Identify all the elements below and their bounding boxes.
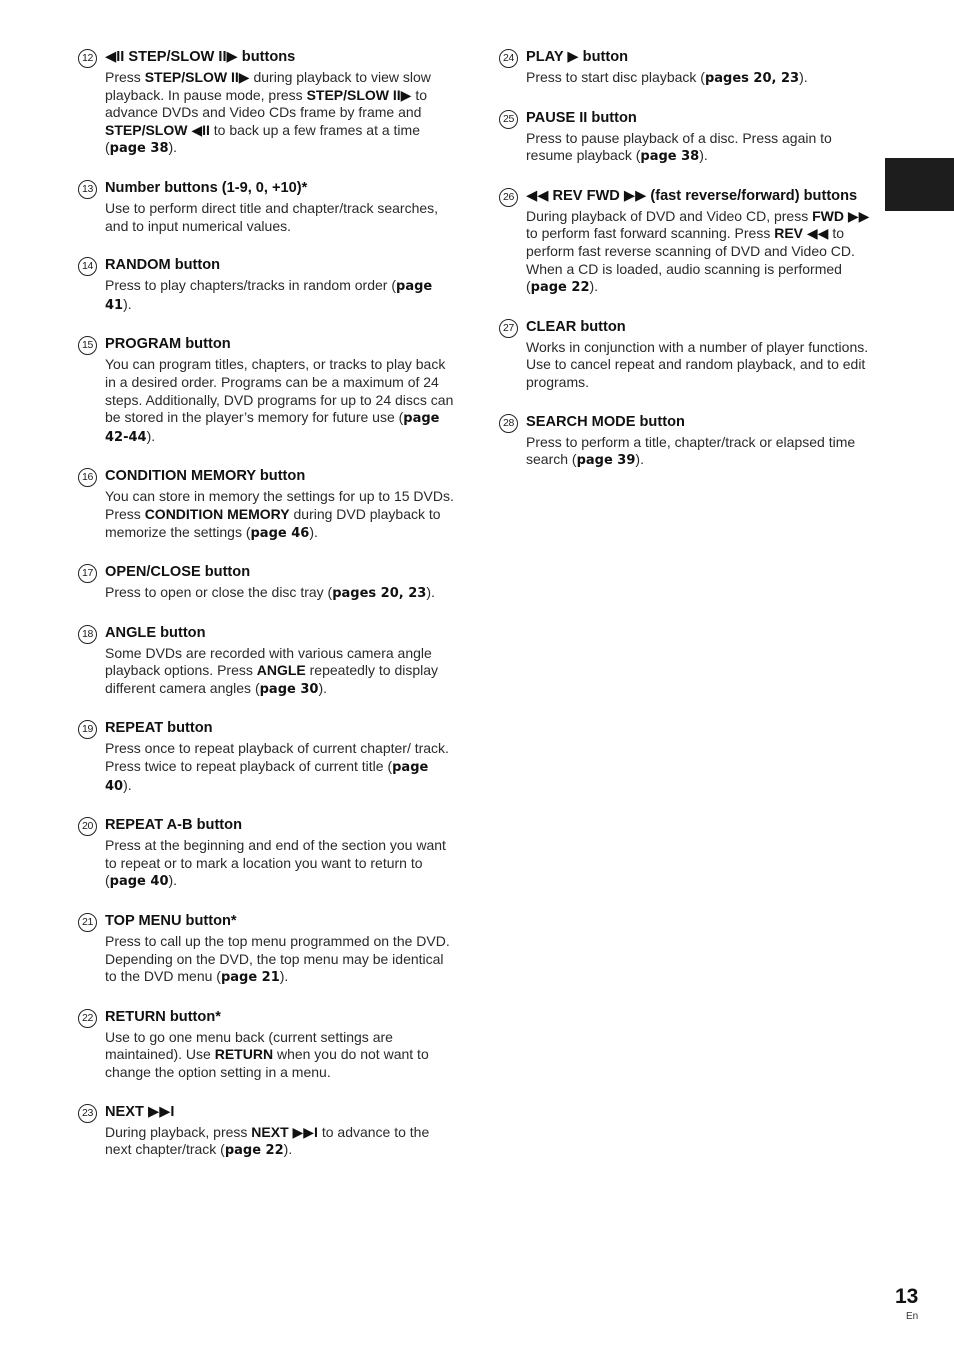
description-text: ). (589, 278, 599, 295)
item-description (105, 1124, 458, 1160)
page-reference: pages 20, 23 (332, 586, 427, 602)
item-heading: CONDITION MEMORY button (105, 468, 306, 485)
bold-term: ANGLE (256, 662, 306, 679)
bold-term: STEP/SLOW II▶ (306, 86, 412, 103)
bold-term: NEXT ▶▶I (251, 1123, 318, 1140)
item-description (105, 488, 458, 542)
description-text: ). (146, 427, 156, 444)
item-heading: PAUSE II button (526, 109, 637, 126)
item-number-badge: 14 (78, 257, 97, 276)
page-language: En (906, 1311, 919, 1322)
description-text: During playback of DVD and Video CD, press (526, 207, 813, 224)
bold-term: REV ◀◀ (774, 225, 829, 242)
description-text: Use to go one menu back (current settings are maintained). Use (105, 1028, 393, 1063)
button-description-item (78, 467, 458, 542)
left-column (78, 48, 458, 1181)
item-description (105, 277, 458, 314)
description-text: Press (105, 69, 145, 85)
button-description-item (78, 48, 458, 158)
page-reference: page 22 (530, 280, 590, 296)
item-heading: NEXT ▶▶I (105, 1103, 175, 1120)
description-text: ). (309, 523, 318, 540)
item-heading: CLEAR button (526, 318, 626, 335)
description-text: Press to start disc playback ( (526, 69, 705, 85)
item-heading: TOP MENU button* (105, 913, 237, 930)
item-description (105, 933, 458, 987)
description-text: Press to call up the top menu programmed on the DVD. Depending on the DVD, the top menu may be identical to the DVD menu ( (105, 933, 450, 985)
button-description-item (78, 1008, 458, 1082)
item-number-badge: 22 (78, 1009, 97, 1028)
description-text: during DVD playback to memorize the settings ( (105, 505, 441, 540)
item-heading: REPEAT button (105, 720, 213, 737)
description-text: ). (318, 679, 327, 696)
description-text: ). (123, 776, 132, 793)
description-text: repeatedly to display different camera angles ( (105, 662, 439, 696)
right-column (499, 48, 877, 491)
description-text: to perform fast reverse scanning of DVD and Video CD. When a CD is loaded, audio scanning is performed ( (526, 225, 855, 295)
description-text: Press to pause playback of a disc. Press again to resume playback ( (526, 129, 832, 164)
button-description-item (78, 1103, 458, 1160)
description-text: ). (123, 295, 132, 312)
bold-term: STEP/SLOW ◀II (105, 121, 210, 138)
page-reference: pages 20, 23 (704, 71, 800, 86)
button-description-item (78, 816, 458, 891)
description-text: During playback, press (105, 1123, 252, 1140)
description-text: ). (799, 69, 808, 85)
button-description-item (78, 563, 458, 603)
description-text: Press to open or close the disc tray ( (105, 584, 333, 601)
item-heading: OPEN/CLOSE button (105, 564, 251, 581)
description-text: You can program titles, chapters, or tracks to play back in a desired order. Programs can be a maximum of 24 steps. Additionally, DVD programs for up to 24 discs can be stored in the player’s memory for future use ( (105, 356, 454, 426)
page-number: 13 (895, 1285, 919, 1308)
item-number-badge: 13 (78, 180, 97, 199)
item-heading: ◀II STEP/SLOW II▶ buttons (105, 49, 296, 65)
item-number-badge: 25 (499, 110, 518, 129)
item-number-badge: 18 (78, 625, 97, 644)
description-text: during playback to view slow playback. In pause mode, press (105, 69, 431, 103)
item-number-badge: 12 (78, 49, 97, 68)
item-number-badge: 16 (78, 468, 97, 487)
description-text: ). (279, 968, 289, 985)
item-number-badge: 21 (78, 913, 97, 932)
button-description-item (78, 335, 458, 446)
page-reference: page 40 (109, 874, 169, 890)
description-text: ). (426, 584, 435, 601)
button-description-item (499, 109, 877, 166)
bold-term: RETURN (214, 1046, 274, 1063)
description-text: Some DVDs are recorded with various camera angle playback options. Press (105, 644, 432, 679)
item-description (526, 434, 877, 470)
description-text: Press once to repeat playback of current chapter/ track. Press twice to repeat playback of current title ( (105, 740, 449, 775)
description-text: ). (699, 147, 708, 164)
item-number-badge: 24 (499, 49, 518, 68)
button-description-item (499, 187, 877, 297)
item-heading: ANGLE button (105, 624, 206, 641)
item-description (105, 69, 458, 158)
page-reference: page 41 (105, 279, 433, 313)
item-description (105, 200, 458, 235)
description-text: ). (283, 1141, 293, 1158)
item-heading: SEARCH MODE button (526, 413, 685, 430)
item-description (526, 69, 877, 88)
button-description-item (78, 719, 458, 795)
page-reference: page 21 (220, 970, 280, 986)
item-number-badge: 15 (78, 336, 97, 355)
button-description-item (499, 318, 877, 392)
item-description (105, 645, 458, 699)
item-number-badge: 19 (78, 720, 97, 739)
description-text: when you do not want to change the option setting in a menu. (105, 1046, 429, 1080)
item-description (105, 356, 458, 446)
description-text: You can store in memory the settings for up to 15 DVDs. Press (105, 488, 454, 522)
item-number-badge: 27 (499, 319, 518, 338)
description-text: Press to perform a title, chapter/track or elapsed time search ( (526, 433, 856, 468)
description-text: ). (168, 139, 178, 156)
page-reference: page 42-44 (105, 411, 440, 445)
item-heading: ◀◀ REV FWD ▶▶ (fast reverse/forward) buttons (526, 187, 858, 204)
page-reference: page 38 (640, 149, 700, 165)
item-description (526, 130, 877, 166)
item-number-badge: 28 (499, 414, 518, 433)
item-heading: REPEAT A-B button (105, 817, 242, 834)
button-description-item (499, 48, 877, 88)
item-heading: PROGRAM button (105, 336, 231, 353)
item-description (105, 1029, 458, 1082)
page-reference: page 22 (224, 1143, 284, 1159)
description-text: Use to perform direct title and chapter/track searches, and to input numerical values. (105, 199, 439, 234)
description-text: to advance DVDs and Video CDs frame by frame and (105, 86, 428, 121)
bold-term: STEP/SLOW II▶ (144, 69, 250, 85)
item-heading: RANDOM button (105, 257, 221, 274)
page-reference: page 46 (250, 525, 310, 541)
description-text: ). (635, 451, 644, 468)
page-reference: page 38 (109, 141, 169, 157)
item-heading: Number buttons (1-9, 0, +10)* (105, 179, 308, 196)
description-text: Press at the beginning and end of the section you want to repeat or to mark a location you want to return to ( (105, 837, 446, 889)
item-description (526, 208, 877, 297)
button-description-item (78, 179, 458, 235)
description-text: ). (168, 872, 178, 889)
bold-term: FWD ▶▶ (812, 207, 870, 224)
page-reference: page 30 (259, 681, 319, 697)
button-description-item (78, 624, 458, 699)
bold-term: CONDITION MEMORY (144, 505, 290, 522)
item-number-badge: 17 (78, 564, 97, 583)
button-description-item (499, 413, 877, 470)
description-text: to perform fast forward scanning. Press (526, 225, 775, 242)
item-number-badge: 26 (499, 188, 518, 207)
button-description-item (78, 256, 458, 314)
item-number-badge: 23 (78, 1104, 97, 1123)
item-number-badge: 20 (78, 817, 97, 836)
description-text: Works in conjunction with a number of player functions. Use to cancel repeat and random playback, and to edit programs. (526, 338, 869, 390)
item-description (526, 339, 877, 392)
description-text: Press to play chapters/tracks in random order ( (105, 277, 397, 294)
item-description (105, 740, 458, 795)
button-description-item (78, 912, 458, 987)
item-description (105, 584, 458, 603)
page-reference: page 39 (576, 453, 636, 469)
description-text: to back up a few frames at a time ( (105, 121, 420, 156)
description-text: to advance to the next chapter/track ( (105, 1123, 430, 1158)
item-description (105, 837, 458, 891)
item-heading: RETURN button* (105, 1008, 221, 1025)
page-reference: page 40 (105, 760, 429, 794)
item-heading: PLAY ▶ button (526, 49, 629, 65)
section-tab-marker (885, 158, 954, 211)
